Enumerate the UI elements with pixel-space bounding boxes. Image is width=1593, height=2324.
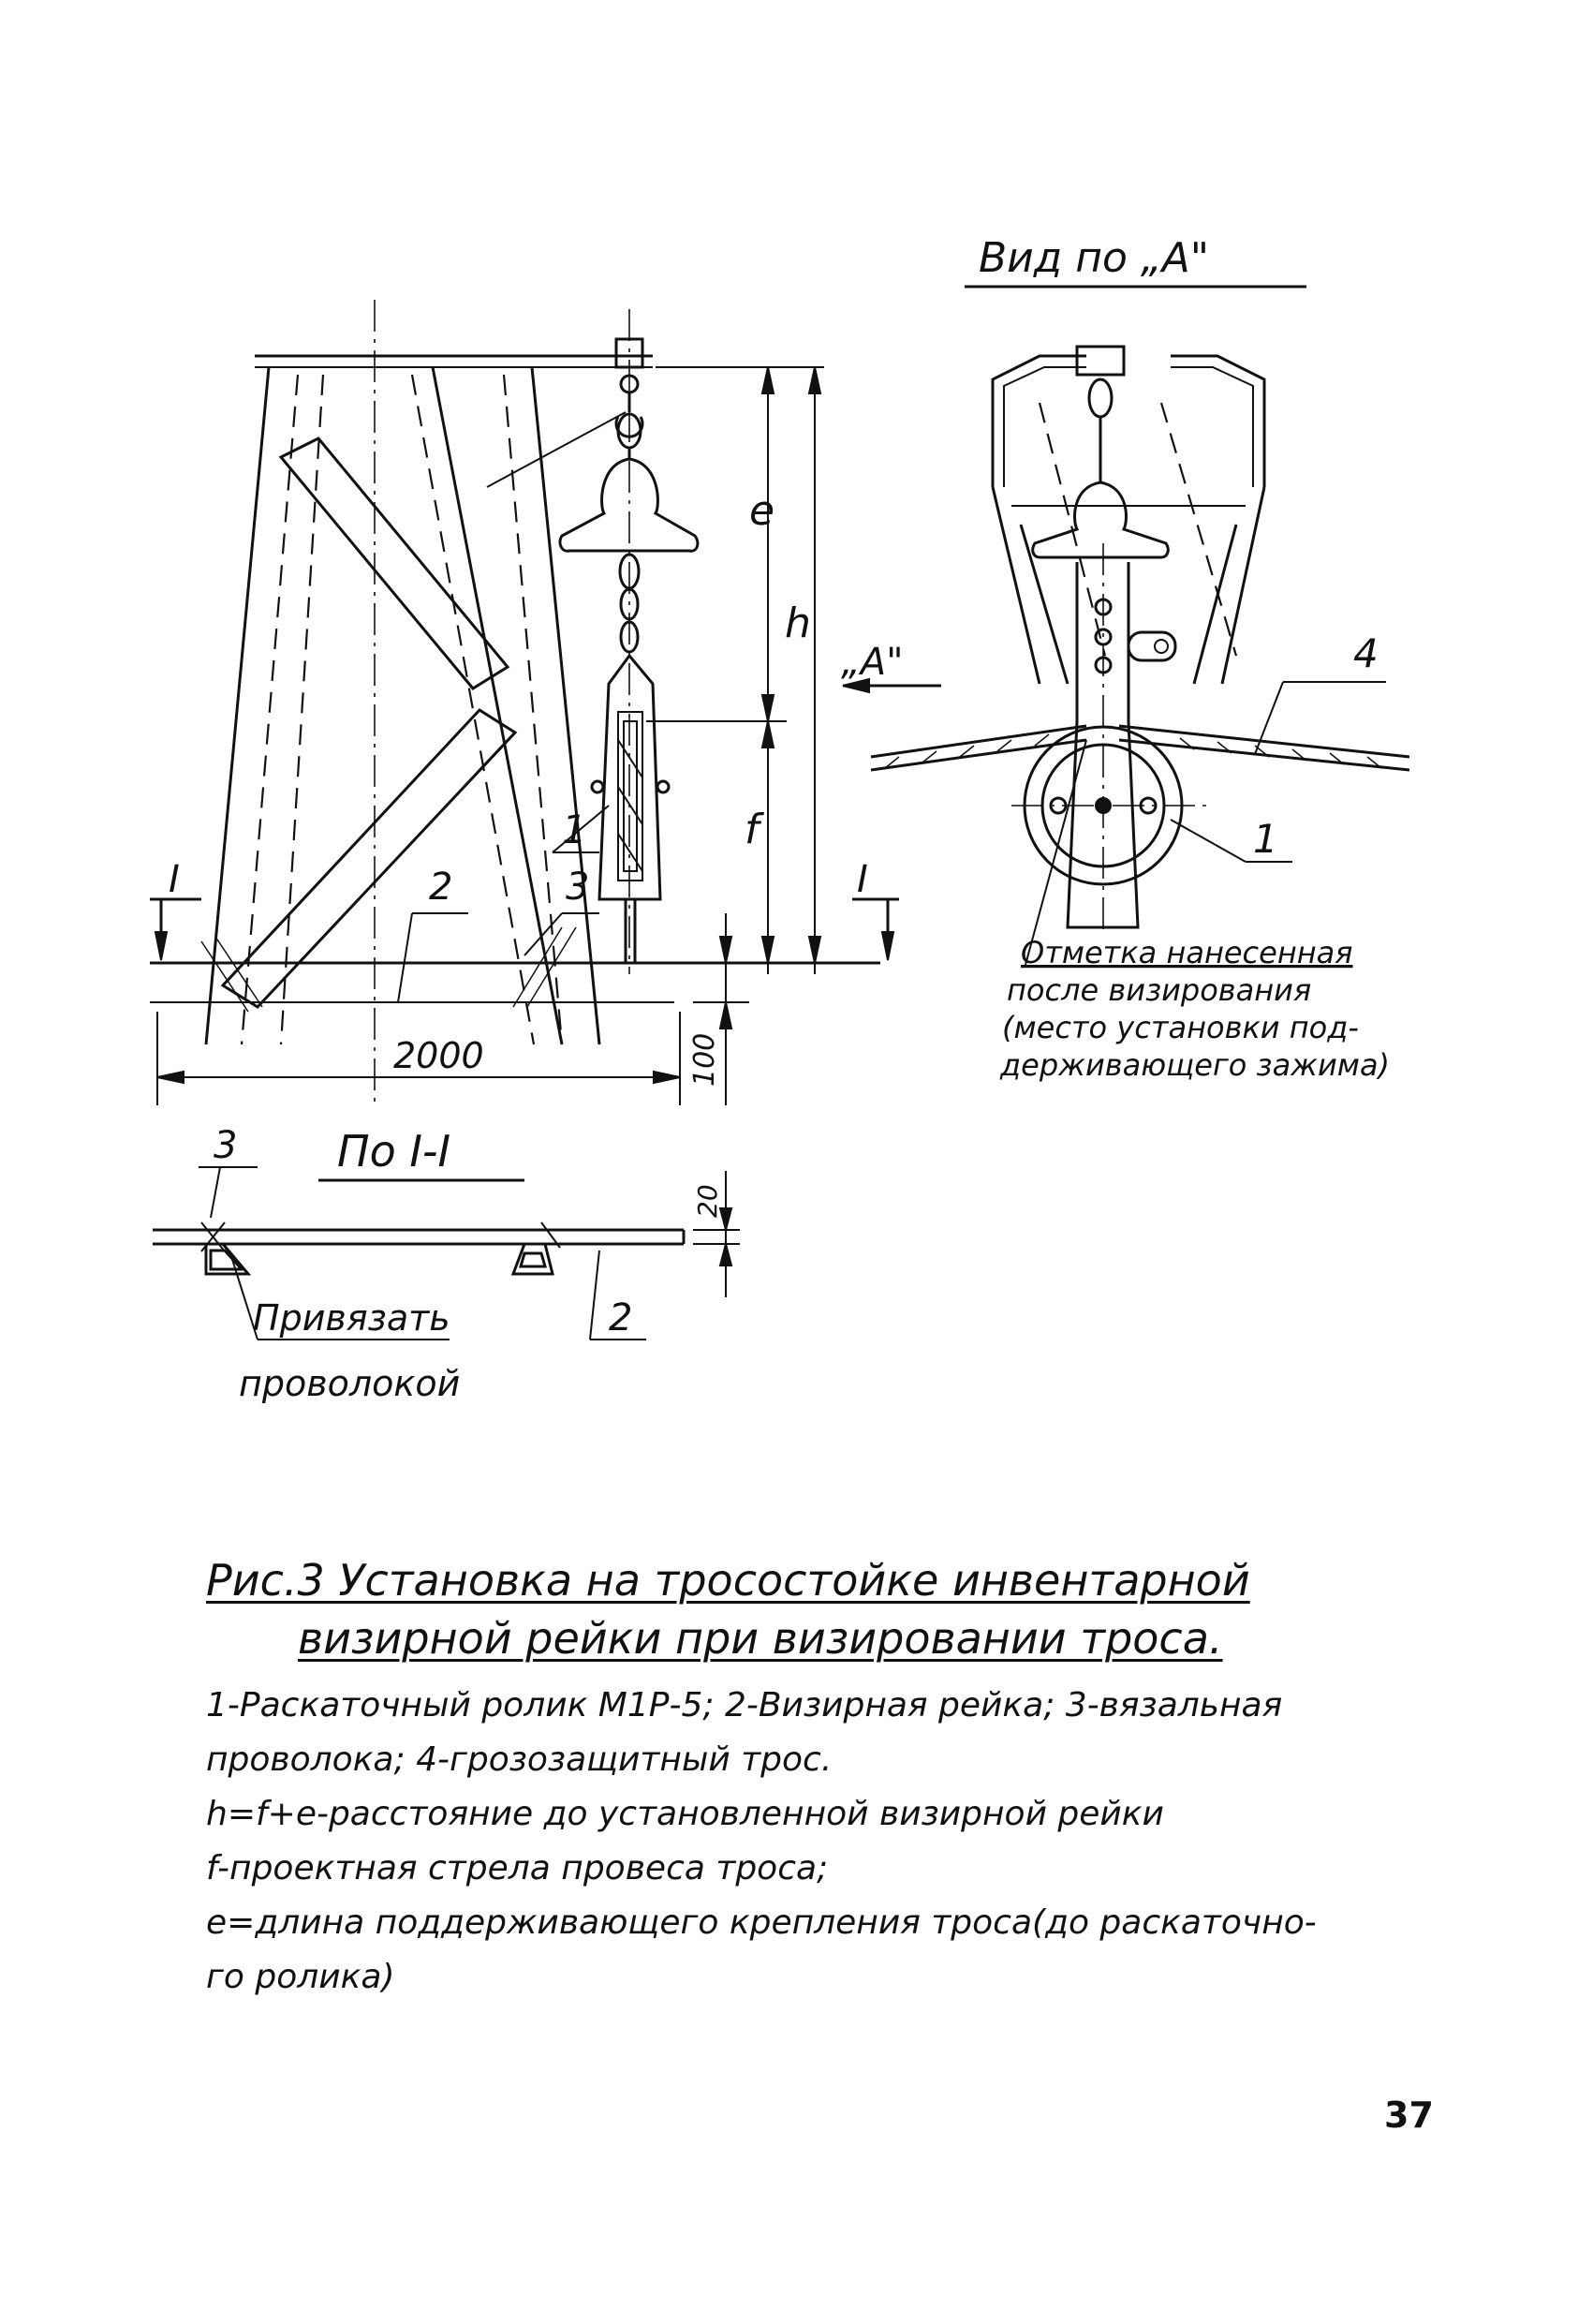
view-a-title: Вид по „А" <box>979 234 1209 282</box>
section-label-2: 2 <box>609 1296 633 1340</box>
legend-line-6: го ролика) <box>206 1958 395 1996</box>
label-e: e <box>749 487 775 535</box>
legend-line-3: h=f+e-расстояние до установленной визирной рейки <box>206 1795 1164 1833</box>
view-a-drawing <box>871 287 1409 965</box>
section-note-line1: Привязать <box>253 1297 450 1339</box>
label-a-mark: „А" <box>841 641 904 684</box>
view-a-note-line2: после визирования <box>1007 972 1312 1008</box>
section-mark-left: I <box>169 858 180 901</box>
section-note-line2: проволокой <box>239 1363 461 1404</box>
section-label-3: 3 <box>214 1124 238 1167</box>
legend-line-4: f-проектная стрела провеса троса; <box>206 1849 829 1887</box>
view-a-label-1: 1 <box>1253 816 1278 862</box>
label-h: h <box>785 600 811 647</box>
insulator-assembly <box>487 309 698 974</box>
label-2-main: 2 <box>429 866 453 909</box>
dim-2000: 2000 <box>393 1035 484 1076</box>
figure-caption-title-line1: Рис.3 Установка на тросостойке инвентарной <box>206 1555 1250 1606</box>
view-a-note-line1: Отметка нанесенная <box>1021 935 1353 970</box>
section-title: По I-I <box>337 1126 451 1177</box>
label-3-main: 3 <box>566 866 590 909</box>
legend-line-1: 1-Раскаточный ролик М1Р-5; 2-Визирная рейка; 3-вязальная <box>206 1686 1283 1724</box>
section-mark-right: I <box>857 858 868 901</box>
view-a-note-line3: (место установки под- <box>1002 1010 1359 1045</box>
legend-line-2: проволока; 4-грозозащитный трос. <box>206 1740 833 1779</box>
figure-caption-title-line2: визирной рейки при визировании троса. <box>298 1613 1223 1664</box>
view-a-label-4: 4 <box>1353 630 1379 676</box>
dim-20: 20 <box>692 1184 723 1218</box>
legend-line-5: e=длина поддерживающего крепления троса(до раскаточно- <box>206 1903 1317 1942</box>
view-a-note-line4: держивающего зажима) <box>1000 1047 1391 1083</box>
dim-100: 100 <box>688 1032 721 1087</box>
page-number: 37 <box>1384 2095 1434 2136</box>
label-f: f <box>745 806 760 853</box>
label-1-main: 1 <box>562 807 587 852</box>
